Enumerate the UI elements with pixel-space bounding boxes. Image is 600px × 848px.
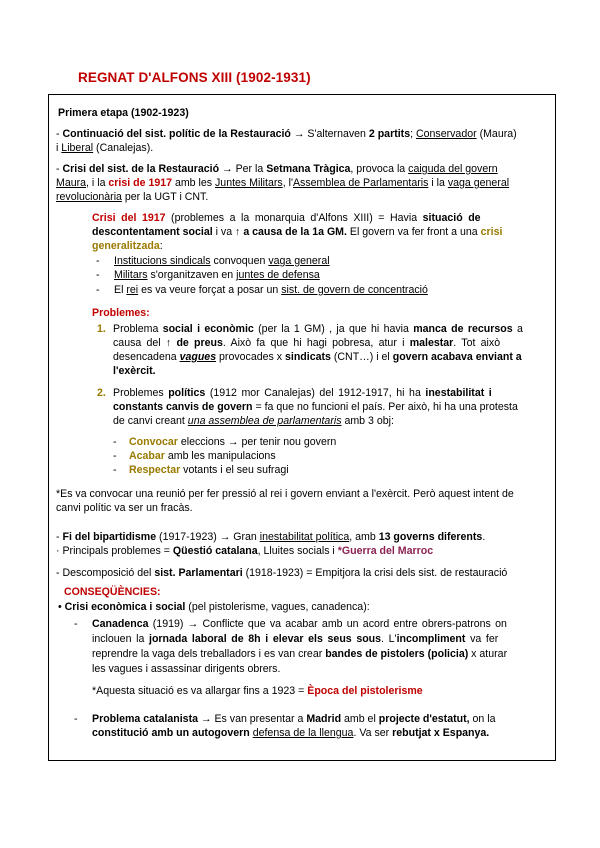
paragraph-line: Crisi del 1917 (problemes a la monarquia d'Alfons XIII) = Havia situació de <box>92 212 481 224</box>
paragraph-line: Canadenca (1919) → Conflicte que va acabar amb un acord entre obrers-patrons on <box>92 618 507 630</box>
footnote: *Aquesta situació es va allargar fins a 1923 = Època del pistolerisme <box>92 685 423 697</box>
paragraph-line: Problemes polítics (1912 mor Canalejas) del 1912-1917, hi ha inestabilitat i <box>113 387 492 399</box>
subsection-heading: CONSEQÜÈNCIES: <box>64 586 161 598</box>
paragraph-line: - Crisi del sist. de la Restauració → Per la Setmana Tràgica, provoca la caiguda del govern <box>56 163 498 175</box>
page-title: REGNAT D'ALFONS XIII (1902-1931) <box>78 70 311 85</box>
paragraph-line: - Continuació del sist. polític de la Restauració → S'alternaven 2 partits; Conservador (Maura) <box>56 128 517 140</box>
subsection-heading: Problemes: <box>92 307 150 319</box>
paragraph-line: i Liberal (Canalejas). <box>56 142 154 154</box>
paragraph-line: reprendre la vaga dels treballadors i es van crear bandes de pistolers (policia) x aturar <box>92 648 508 660</box>
section-heading: Primera etapa (1902-1923) <box>58 107 189 119</box>
footnote: canvi polític va ser un fracàs. <box>56 502 193 514</box>
paragraph-line: Problema catalanista → Es van presentar a Madrid amb el projecte d'estatut, on la <box>92 713 496 725</box>
paragraph-line: les vagues i assassinar dirigents obrers. <box>92 663 281 675</box>
list-item: Institucions sindicals convoquen vaga general <box>114 255 330 267</box>
list-dash: - <box>96 255 100 267</box>
paragraph-line: revolucionària per la UGT i CNT. <box>56 191 209 203</box>
list-dash: - <box>74 713 78 725</box>
paragraph-line: - Fi del bipartidisme (1917-1923) → Gran inestabilitat política, amb 13 governs diferents. <box>56 531 486 543</box>
paragraph-line: inclouen la jornada laboral de 8h i elevar els seus sous. L'incompliment va fer <box>92 633 499 645</box>
list-item: Acabar amb les manipulacions <box>129 450 276 462</box>
list-number: 1. <box>97 323 106 335</box>
list-item: Respectar votants i el seu sufragi <box>129 464 289 476</box>
paragraph-line: Maura, i la crisi de 1917 amb les Juntes Militars, l'Assemblea de Parlamentaris i la vaga general <box>56 177 510 189</box>
paragraph-line: constitució amb un autogovern defensa de la llengua. Va ser rebutjat x Espanya. <box>92 727 490 739</box>
paragraph-line: descontentament social i va ↑ a causa de la 1a GM. El govern va fer front a una crisi <box>92 226 503 238</box>
footnote: *Es va convocar una reunió per fer pressió al rei i govern enviant a l'exèrcit. Però aquest intent de <box>56 488 514 500</box>
list-dash: - <box>113 436 117 448</box>
list-item: Militars s'organitzaven en juntes de defensa <box>114 269 320 281</box>
list-dash: - <box>96 284 100 296</box>
paragraph-line: Problema social i econòmic (per la 1 GM) , ja que hi havia manca de recursos a <box>113 323 523 335</box>
paragraph-line: • Crisi econòmica i social (pel pistolerisme, vagues, canadenca): <box>58 601 370 613</box>
paragraph-line: desencadena vagues provocades x sindicats (CNT…) i el govern acabava enviant a <box>113 351 522 363</box>
list-dash: - <box>96 269 100 281</box>
paragraph-line: de canvi creant una assemblea de parlamentaris amb 3 obj: <box>113 415 394 427</box>
list-dash: - <box>74 618 78 630</box>
list-dash: - <box>113 450 117 462</box>
list-item: El rei es va veure forçat a posar un sist. de govern de concentració <box>114 284 428 296</box>
list-dash: - <box>113 464 117 476</box>
paragraph-line: - Descomposició del sist. Parlamentari (1918-1923) = Empitjora la crisi dels sist. de restauració <box>56 567 508 579</box>
paragraph-line: causa del ↑ de preus. Això fa que hi hagi pobresa, atur i malestar. Tot això <box>113 337 501 349</box>
list-number: 2. <box>97 387 106 399</box>
paragraph-line: generalitzada: <box>92 240 163 252</box>
paragraph-line: constants canvis de govern = fa que no funcioni el país. Per això, hi ha una protesta <box>113 401 518 413</box>
paragraph-line: · Principals problemes = Qüestió catalana, Lluites socials i *Guerra del Marroc <box>56 545 434 557</box>
list-item: Convocar eleccions → per tenir nou govern <box>129 436 337 448</box>
paragraph-line: l'exèrcit. <box>113 365 156 377</box>
